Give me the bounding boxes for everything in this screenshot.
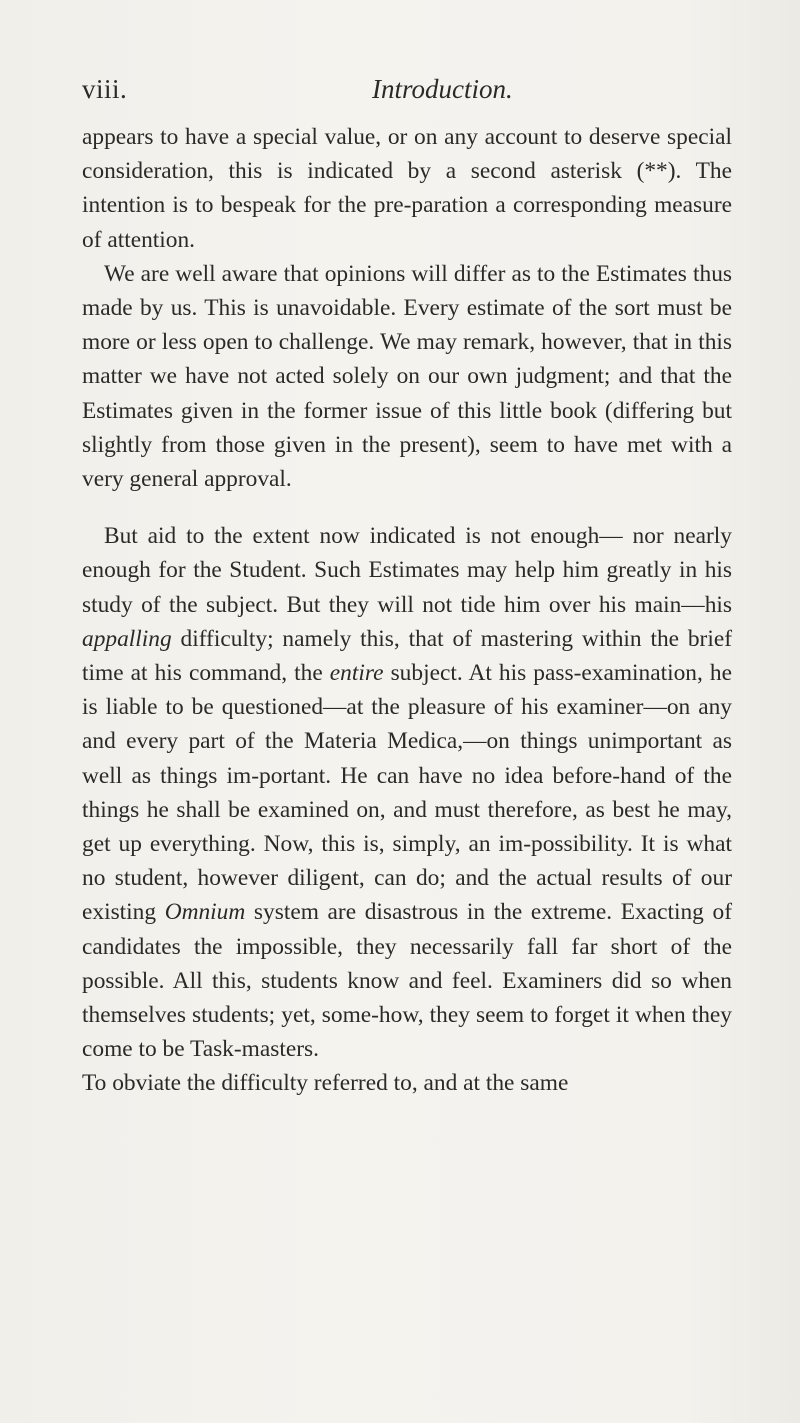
text-segment: We are well aware that opinions will differ as to the Estimates thus made by us. This is unavoidable. Every estimate of the sort must be more or less open to challenge. We may remark, however, that in this matter we have not acted solely on our own judgment; and that the Estimates given in the former issue of this little book (differing but slightly from those given in the present), seem to have met with a very general approval. — [82, 260, 732, 493]
paragraph-1 — [82, 120, 732, 257]
paragraph-3 — [82, 519, 732, 1066]
text-segment: difficulty; namely this, that of mastering within the brief time at his command, the — [82, 625, 732, 687]
text-segment: But aid to the extent now indicated is not enough— nor nearly enough for the Student. Such Estimates may help him greatly in his study of the subject. But they will not tide him over his main—his — [82, 523, 732, 618]
paragraph-4 — [82, 1066, 732, 1100]
text-segment: To obviate the difficulty referred to, and at the same — [82, 1070, 569, 1097]
paragraph-2 — [82, 257, 732, 496]
page-number: viii. — [82, 74, 128, 104]
italic-text-entire: entire — [329, 660, 384, 687]
italic-text-omnium: Omnium — [164, 899, 246, 926]
text-segment: subject. At his pass-examination, he is liable to be questioned—at the pleasure of his examiner—on any and every part of the Materia Medica,—on things unimportant as well as things im-portant. He can have no idea before-hand of the things he shall be examined on, and must therefore, as best he may, get up everything. Now, this is, simply, an im-possibility. It is what no student, however diligent, can do; and the actual results of our existing — [82, 660, 732, 926]
text-segment: system are disastrous in the extreme. Exacting of candidates the impossible, they necessarily fall far short of the possible. All this, students know and feel. Examiners did so when themselves students; yet, some-how, they seem to forget it when they come to be Task-masters. — [82, 899, 732, 1063]
running-title: Introduction. — [372, 74, 513, 104]
page-header — [82, 74, 722, 114]
text-segment: appears to have a special value, or on any account to deserve special consideration, this is indicated by a second asterisk (**). The intention is to bespeak for the pre-paration a corresponding measure of attention. — [82, 124, 732, 253]
italic-text-appalling: appalling — [82, 625, 172, 652]
body-text — [82, 120, 732, 1101]
